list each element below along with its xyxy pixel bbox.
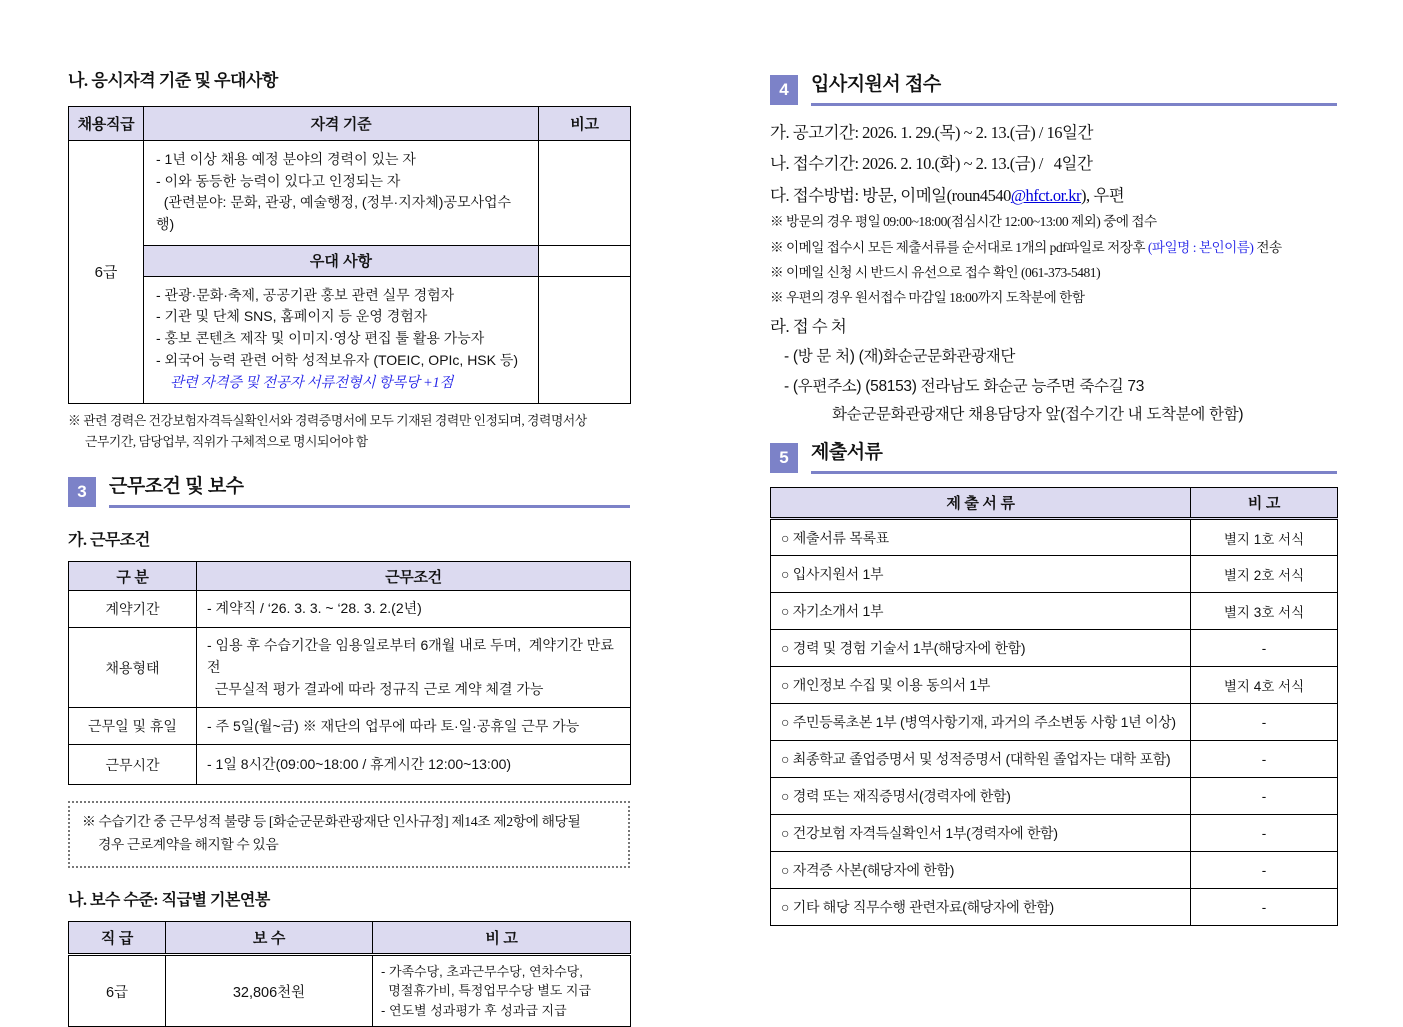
row-label: 근무시간: [69, 745, 197, 785]
visit-note: ※ 방문의 경우 평일 09:00~18:00(점심시간 12:00~13:00 제외) 중에 접수: [770, 214, 1157, 230]
method-prefix: 다. 접수방법: 방문, 이메일(roun4540: [770, 186, 1011, 206]
row-value: [197, 628, 631, 708]
document-name: ○ 건강보험 자격득실확인서 1부(경력자에 한함): [771, 815, 1191, 852]
remark-line: - 가족수당, 초과근무수당, 연차수당,: [381, 963, 583, 979]
submission-documents-table: [770, 487, 1338, 926]
qualification-footnote: [68, 411, 630, 452]
mail-deadline-note: ※ 우편의 경우 원서접수 마감일 18:00까지 도착분에 한함: [770, 290, 1085, 306]
qualification-table: [68, 106, 631, 404]
phone-confirm-note: ※ 이메일 신청 시 반드시 유선으로 접수 확인 (061-373-5481): [770, 264, 1101, 280]
section-5-header: [770, 443, 1337, 474]
pay-level-heading: 나. 보수 수준: 직급별 기본연봉: [68, 891, 270, 909]
document-name: ○ 제출서류 목록표: [771, 519, 1191, 556]
table-row: [771, 852, 1338, 889]
reception-address-block: [770, 344, 1337, 424]
table-row: [771, 778, 1338, 815]
document-name: ○ 경력 또는 재직증명서(경력자에 한함): [771, 778, 1191, 815]
table-row: [771, 556, 1338, 593]
remark-cell-empty: [539, 141, 631, 246]
section-number-badge: 4: [770, 75, 798, 105]
document-remark: -: [1191, 778, 1338, 815]
postal-address-line2: 화순군문화관광재단 채용담당자 앞(접수기간 내 도착분에 한함): [832, 406, 1244, 424]
document-remark: 별지 1호 서식: [1191, 519, 1338, 556]
section-number-badge: 5: [770, 443, 798, 473]
section-title: 근무조건 및 보수: [109, 476, 244, 498]
table-row: [69, 276, 631, 403]
table-row: [771, 593, 1338, 630]
application-period-line: 나. 접수기간: 2026. 2. 10.(화) ~ 2. 13.(금) / 4일간: [770, 153, 1093, 173]
note-prefix: ※ 이메일 접수시 모든 제출서류를 순서대로 1개의 pdf파일로 저장후: [770, 239, 1148, 255]
document-name: ○ 기타 해당 직무수행 관련자료(해당자에 한함): [771, 889, 1191, 926]
table-row: [69, 954, 631, 1027]
table-header-row: [69, 562, 631, 591]
method-suffix: ), 우편: [1081, 186, 1125, 206]
preference-line: - 관광·문화·축제, 공공기관 홍보 관련 실무 경험자: [156, 286, 455, 303]
section-title: 입사지원서 접수: [811, 74, 941, 95]
document-remark: 별지 4호 서식: [1191, 667, 1338, 704]
probation-note-box: [68, 801, 630, 868]
document-remark: 별지 2호 서식: [1191, 556, 1338, 593]
col-header-category: 구 분: [69, 562, 197, 591]
criteria-line: - 1년 이상 채용 예정 분야의 경력이 있는 자: [156, 151, 416, 167]
probation-note-line: ※ 수습기간 중 근무성적 불량 등 [화순군문화관광재단 인사규정] 제14조 제2항에 해당될: [82, 814, 581, 830]
document-remark: -: [1191, 889, 1338, 926]
criteria-cell: [144, 141, 539, 246]
footnote-line: ※ 관련 경력은 건강보험자격득실확인서와 경력증명서에 모두 기재된 경력만 인정되며, 경력명서상: [68, 413, 587, 428]
col-header-remark: 비고: [539, 107, 631, 141]
table-header-row: [69, 107, 631, 141]
email-pdf-note: [770, 239, 1337, 257]
remark-line: 명절휴가비, 특정업무수당 별도 지급: [381, 983, 592, 999]
col-header-grade: 직 급: [69, 921, 166, 954]
table-header-row: [771, 488, 1338, 519]
preference-cell: [144, 276, 539, 403]
document-remark: -: [1191, 815, 1338, 852]
col-header-remark: 비 고: [373, 921, 631, 954]
probation-note-line: 경우 근로계약을 해지할 수 있음: [98, 837, 279, 853]
row-value: [197, 591, 631, 628]
table-row: [69, 745, 631, 785]
row-label: 채용형태: [69, 628, 197, 708]
section-3-header: [68, 477, 630, 508]
remark-cell-empty: [539, 276, 631, 403]
pay-cell: 32,806천원: [166, 954, 373, 1027]
value-line: - 주 5일(월~금) ※ 재단의 업무에 따라 토·일·공휴일 근무 가능: [207, 717, 580, 734]
col-header-pay: 보 수: [166, 921, 373, 954]
table-row: [69, 245, 631, 276]
col-header-criteria: 자격 기준: [144, 107, 539, 141]
preference-line: - 기관 및 단체 SNS, 홈페이지 등 운영 경험자: [156, 308, 428, 325]
row-value: [197, 745, 631, 785]
table-row: [771, 815, 1338, 852]
preference-line: - 외국어 능력 관련 어학 성적보유자 (TOEIC, OPIc, HSK 등): [156, 351, 519, 368]
postal-address-line: - (우편주소) (58153) 전라남도 화순군 능주면 죽수길 73: [784, 378, 1145, 396]
footnote-line: 근무기간, 담당업부, 직위가 구체적으로 명시되어야 함: [85, 434, 368, 449]
preference-header-cell: 우대 사항: [144, 245, 539, 276]
section-4-header: [770, 75, 1337, 106]
document-remark: -: [1191, 630, 1338, 667]
right-page-column: [770, 75, 1337, 926]
col-header-documents: 제 출 서 류: [771, 488, 1191, 519]
table-row: [69, 591, 631, 628]
criteria-line: (관련분야: 문화, 관광, 예술행정, (정부·지자체)공모사업수행): [156, 194, 512, 233]
application-method-line: [770, 186, 1337, 206]
note-suffix: 전송: [1253, 239, 1282, 255]
table-row: [771, 704, 1338, 741]
value-line: - 1일 8시간(09:00~18:00 / 휴게시간 12:00~13:00): [207, 756, 512, 773]
filename-highlight: (파일명 : 본인이름): [1147, 239, 1254, 255]
table-row: [771, 889, 1338, 926]
visit-address-line: - (방 문 처) (재)화순군문화관광재단: [784, 348, 1016, 366]
document-remark: -: [1191, 704, 1338, 741]
qualification-section-heading: 나. 응시자격 기준 및 우대사항: [68, 71, 278, 90]
pay-remark-cell: [373, 954, 631, 1027]
row-value: [197, 708, 631, 745]
document-name: ○ 주민등록초본 1부 (병역사항기재, 과거의 주소변동 사항 1년 이상): [771, 704, 1191, 741]
col-header-grade: 채용직급: [69, 107, 144, 141]
col-header-conditions: 근무조건: [197, 562, 631, 591]
document-name: ○ 최종학교 졸업증명서 및 성적증명서 (대학원 졸업자는 대학 포함): [771, 741, 1191, 778]
grade-cell: 6급: [69, 954, 166, 1027]
preference-line: - 홍보 콘텐츠 제작 및 이미지·영상 편집 툴 활용 가능자: [156, 330, 485, 347]
work-conditions-table: [68, 561, 631, 785]
pay-table: [68, 921, 631, 1027]
email-domain-link[interactable]: @hfct.or.kr: [1010, 186, 1082, 206]
document-name: ○ 입사지원서 1부: [771, 556, 1191, 593]
table-row: [69, 628, 631, 708]
notice-period-line: 가. 공고기간: 2026. 1. 29.(목) ~ 2. 13.(금) / 16일간: [770, 122, 1093, 142]
document-name: ○ 자기소개서 1부: [771, 593, 1191, 630]
table-row: [69, 708, 631, 745]
grade-cell: 6급: [69, 141, 144, 404]
value-line: - 계약직 / ‘26. 3. 3. ~ ‘28. 3. 2.(2년): [207, 600, 422, 617]
remark-cell-empty: [539, 245, 631, 276]
left-page-column: [68, 66, 630, 1027]
section-title: 제출서류: [811, 442, 883, 464]
table-header-row: [69, 921, 631, 954]
document-remark: -: [1191, 741, 1338, 778]
table-row: [69, 141, 631, 246]
table-row: [771, 630, 1338, 667]
col-header-remark: 비 고: [1191, 488, 1338, 519]
preference-bonus-note: 관련 자격증 및 전공자 서류전형시 항목당 +1점: [170, 374, 454, 391]
document-name: ○ 자격증 사본(해당자에 한함): [771, 852, 1191, 889]
document-name: ○ 개인정보 수집 및 이용 동의서 1부: [771, 667, 1191, 704]
reception-office-heading: 라. 접 수 처: [770, 316, 847, 336]
value-line: - 임용 후 수습기간을 임용일로부터 6개월 내로 두며, 계약기간 만료 전: [207, 637, 618, 675]
document-remark: -: [1191, 852, 1338, 889]
value-line: 근무실적 평가 결과에 따라 정규직 근로 계약 체결 가능: [207, 680, 544, 697]
row-label: 근무일 및 휴일: [69, 708, 197, 745]
work-conditions-heading: 가. 근무조건: [68, 532, 150, 550]
table-row: [771, 519, 1338, 556]
table-row: [771, 741, 1338, 778]
remark-line: - 연도별 성과평가 후 성과급 지급: [381, 1002, 567, 1018]
document-name: ○ 경력 및 경험 기술서 1부(해당자에 한함): [771, 630, 1191, 667]
row-label: 계약기간: [69, 591, 197, 628]
table-row: [771, 667, 1338, 704]
section-number-badge: 3: [68, 477, 96, 507]
criteria-line: - 이와 동등한 능력이 있다고 인정되는 자: [156, 172, 401, 189]
document-remark: 별지 3호 서식: [1191, 593, 1338, 630]
